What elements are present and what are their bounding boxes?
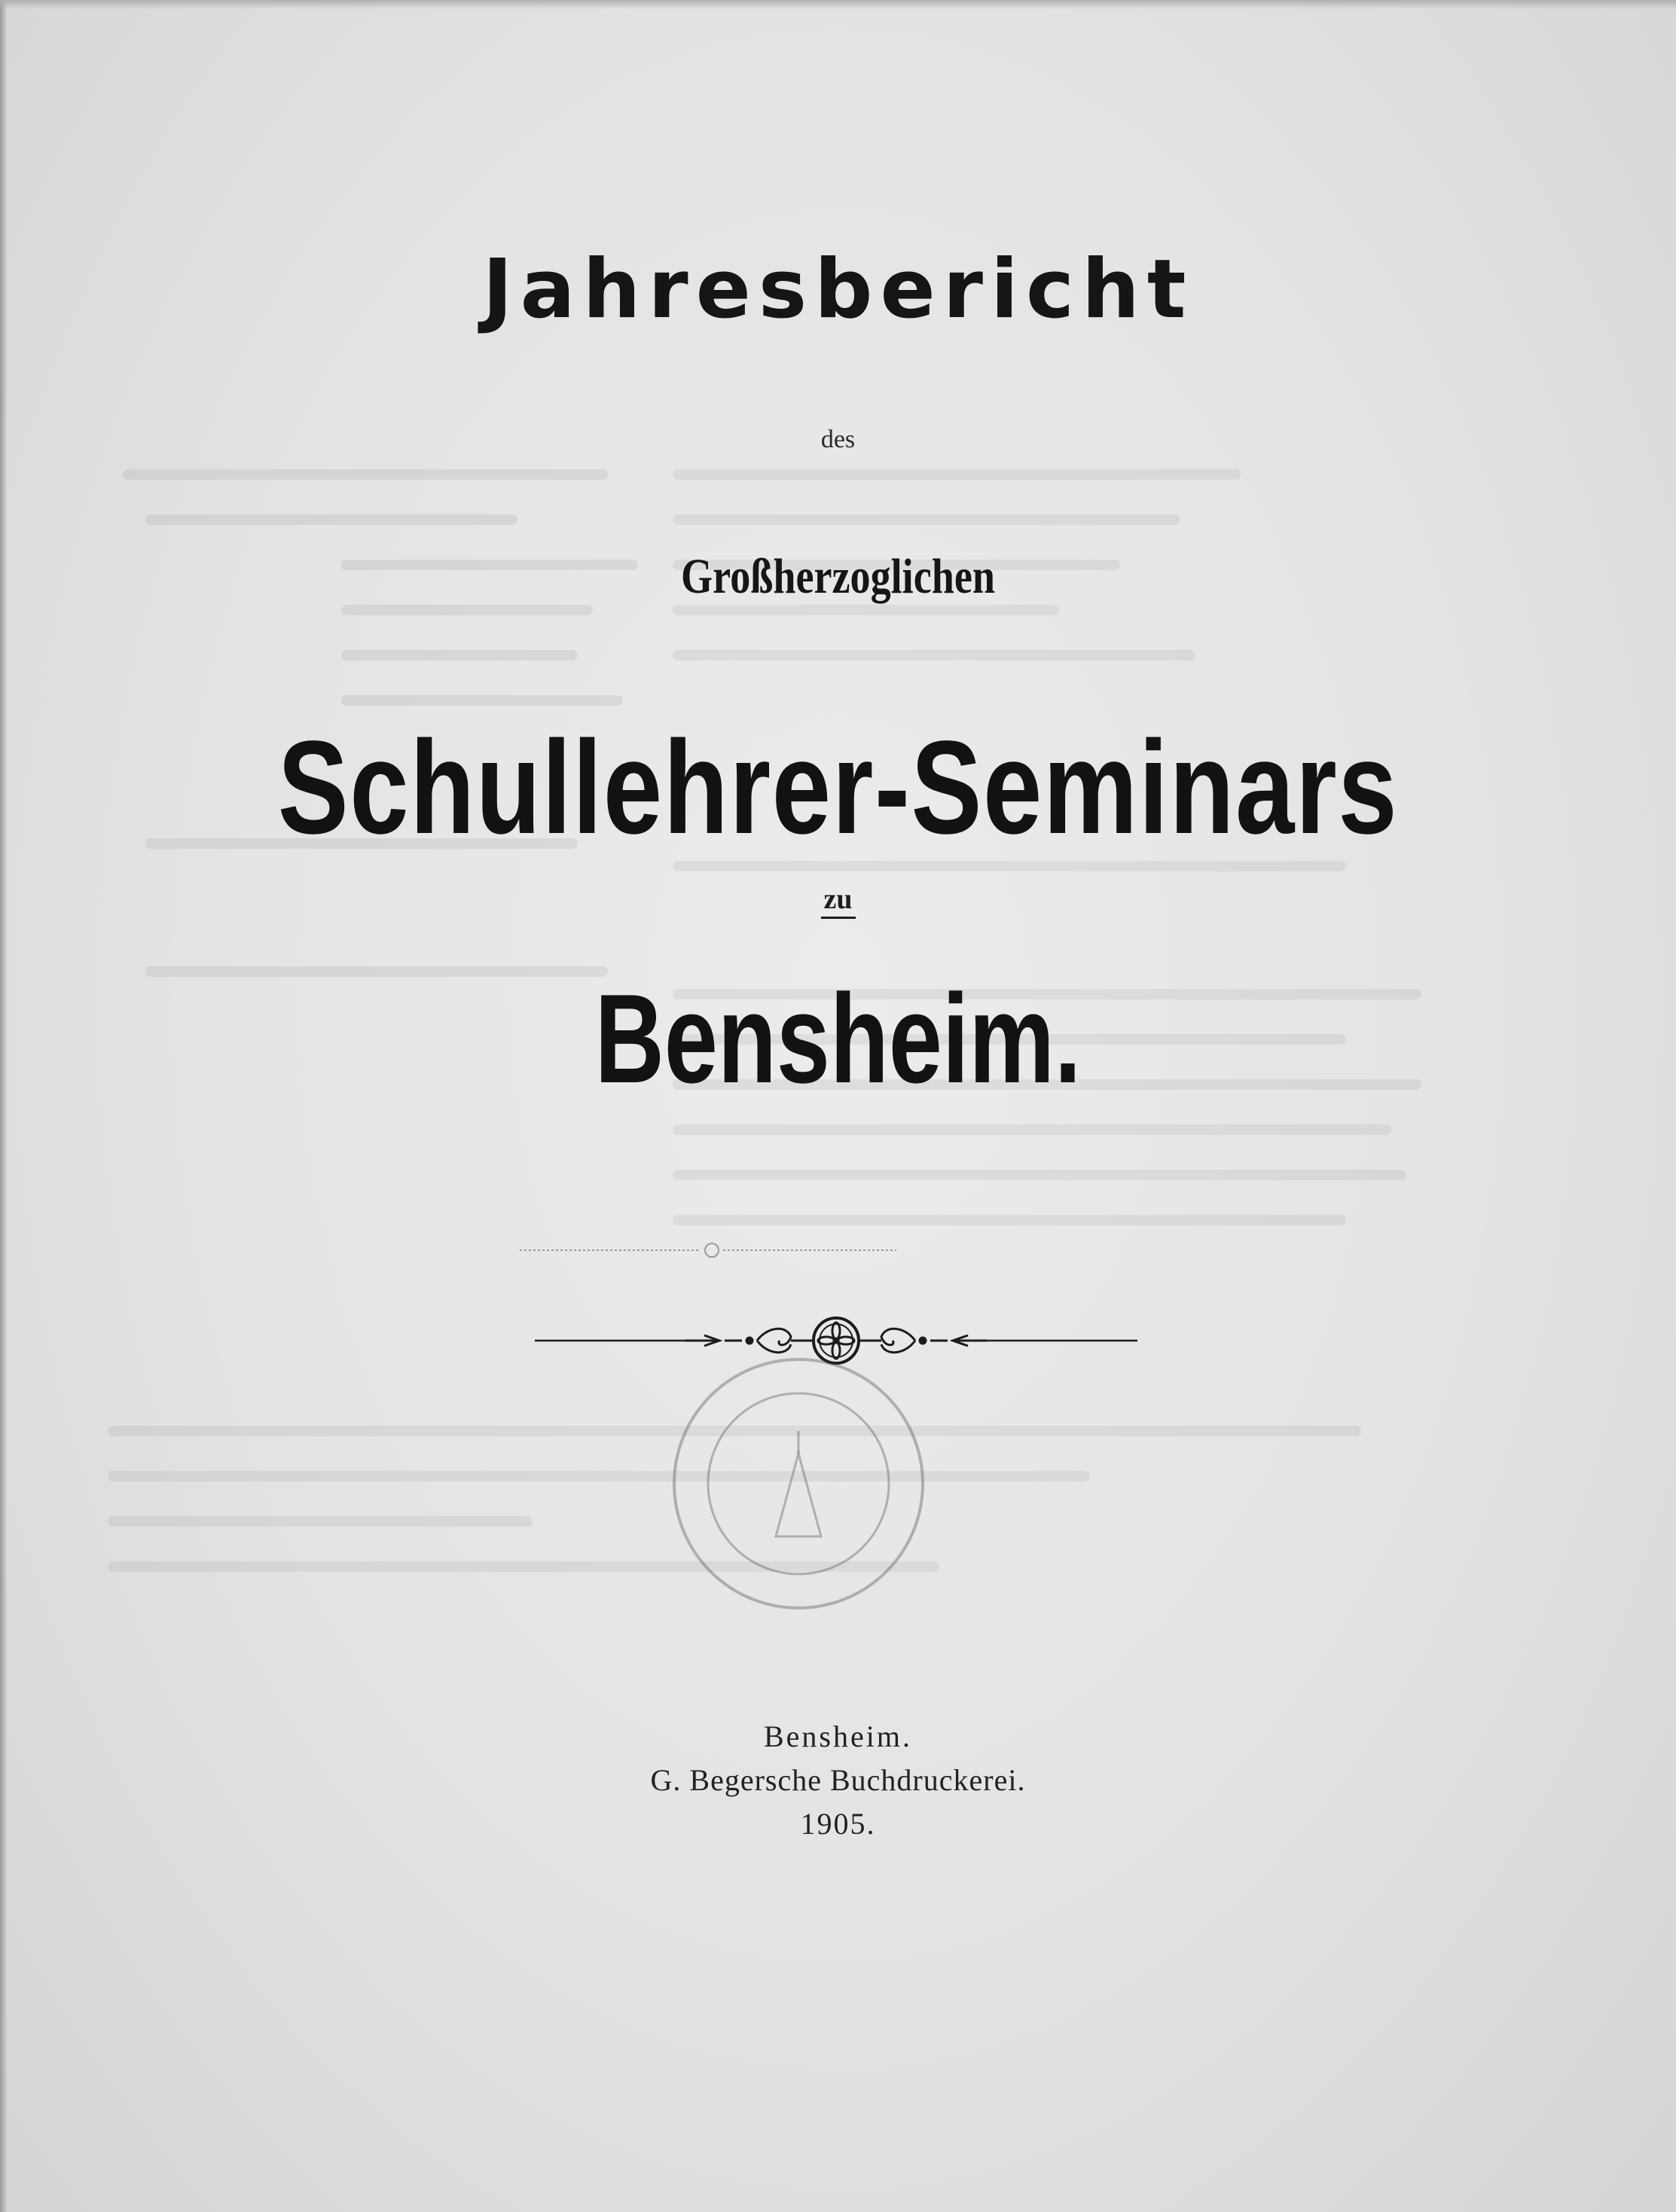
preposition-text xyxy=(0,883,1676,916)
article-text: des xyxy=(820,426,856,453)
main-title: Jahresbericht xyxy=(482,243,1194,337)
page-top-shadow xyxy=(0,0,1676,9)
adjective-line: Großherzoglichen xyxy=(681,549,995,604)
library-stamp xyxy=(663,1348,934,1619)
imprint-place: Bensheim. xyxy=(764,1719,912,1753)
city-title: Bensheim. xyxy=(594,968,1082,1109)
institution-name: Schullehrer-Seminars xyxy=(277,714,1399,862)
imprint-printer: G. Begersche Buchdruckerei. xyxy=(650,1763,1026,1797)
faint-ornament-rule xyxy=(512,1235,904,1265)
preposition-underlined: zu xyxy=(821,883,856,919)
imprint-year: 1905. xyxy=(800,1807,876,1841)
